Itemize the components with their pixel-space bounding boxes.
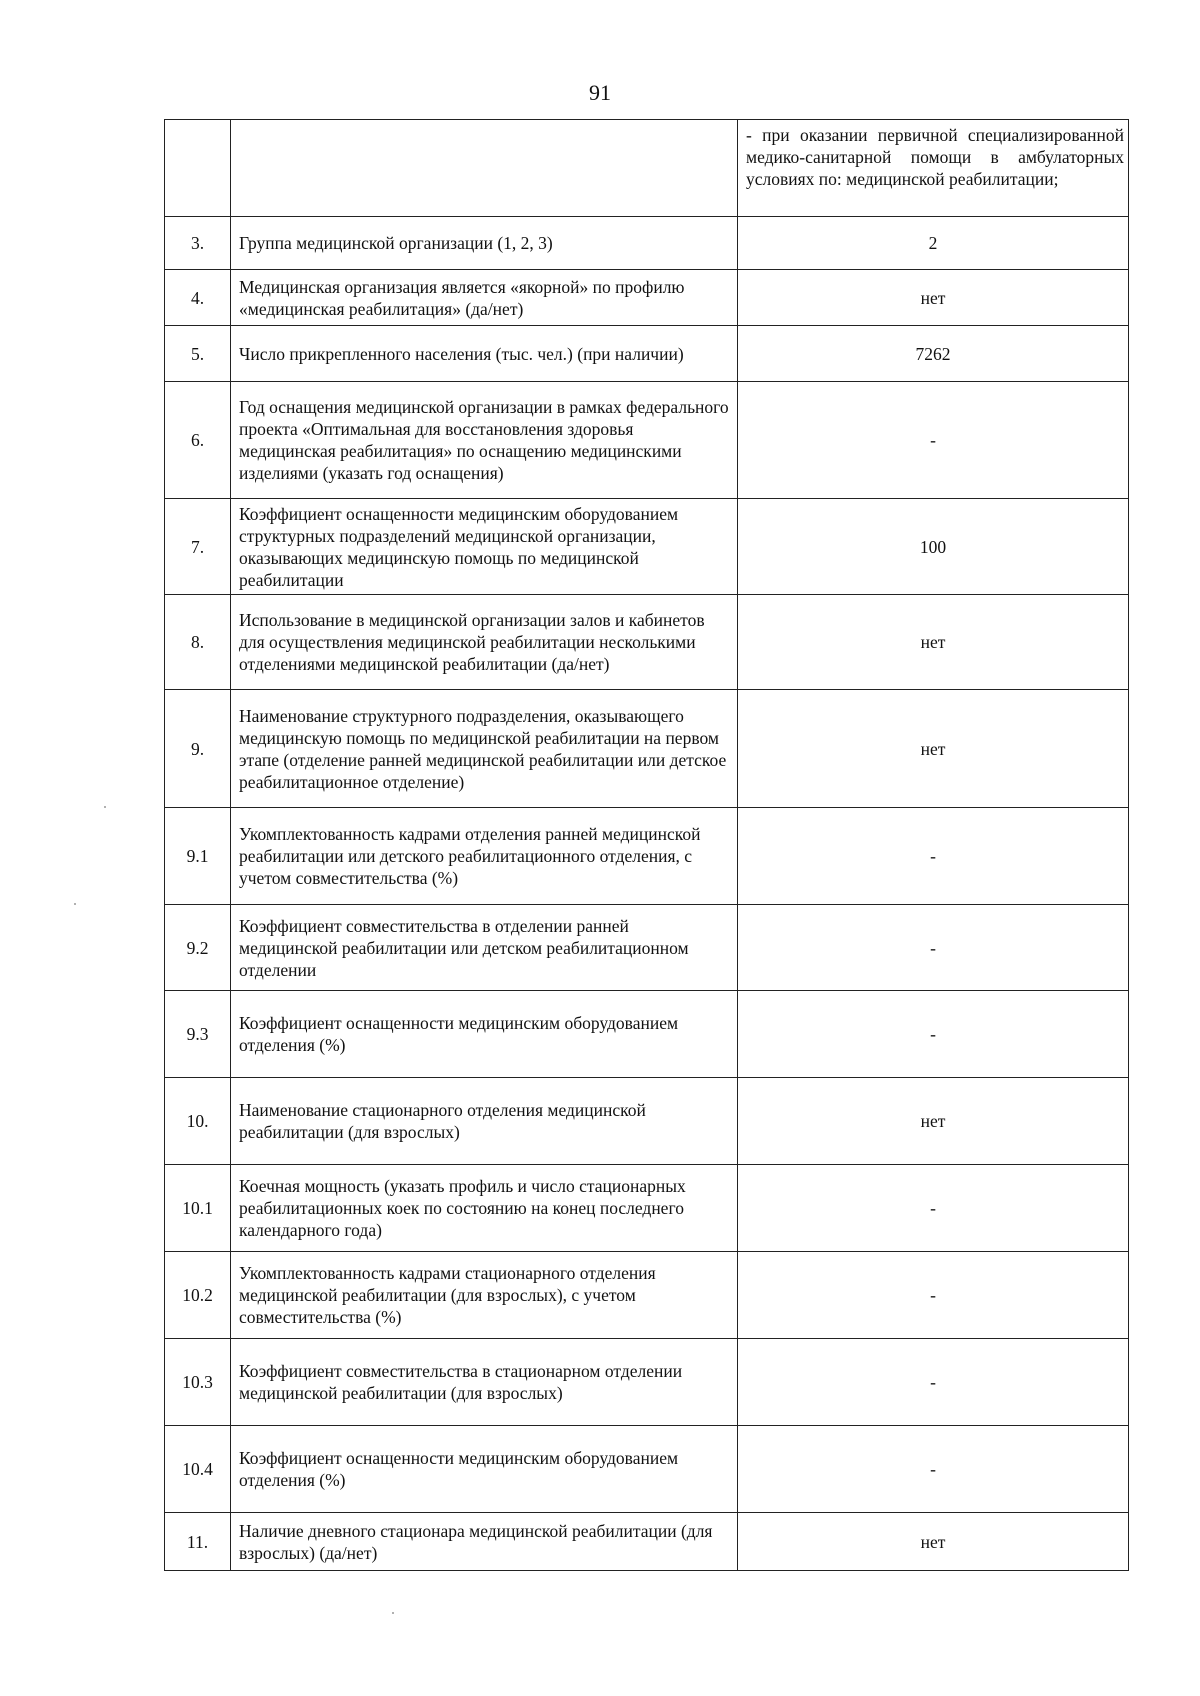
row-number-cell: 3. — [165, 217, 231, 270]
table-row — [165, 991, 1129, 1078]
row-number-cell — [165, 120, 231, 217]
scan-speck — [392, 1612, 394, 1614]
row-number-cell: 8. — [165, 595, 231, 690]
row-value-cell: 100 — [738, 499, 1129, 595]
row-number-cell: 11. — [165, 1513, 231, 1571]
table-row-continued — [165, 120, 1129, 217]
row-description-cell: Укомплектованность кадрами стационарного отделения медицинской реабилитации (для взрослых), с учетом совместительства (%) — [231, 1252, 738, 1339]
table-row — [165, 1513, 1129, 1571]
row-description-cell: Использование в медицинской организации залов и кабинетов для осуществления медицинской реабилитации несколькими отделениями медицинской реабилитации (да/нет) — [231, 595, 738, 690]
row-value-cell: - — [738, 1252, 1129, 1339]
scan-speck — [74, 903, 76, 905]
table-row — [165, 1339, 1129, 1426]
table-row — [165, 270, 1129, 326]
row-number-cell: 10.2 — [165, 1252, 231, 1339]
scan-speck — [104, 806, 106, 808]
table-row — [165, 1165, 1129, 1252]
row-description-cell: Медицинская организация является «якорной» по профилю «медицинская реабилитация» (да/нет) — [231, 270, 738, 326]
row-value-cell: - — [738, 905, 1129, 991]
row-value-cell: - — [738, 1339, 1129, 1426]
row-description-cell: Коечная мощность (указать профиль и число стационарных реабилитационных коек по состоянию на конец последнего календарного года) — [231, 1165, 738, 1252]
row-value-cell: 7262 — [738, 326, 1129, 382]
table-row — [165, 326, 1129, 382]
row-number-cell: 5. — [165, 326, 231, 382]
row-value-cell: - — [738, 382, 1129, 499]
table-row — [165, 595, 1129, 690]
row-number-cell: 9.1 — [165, 808, 231, 905]
table-row — [165, 1078, 1129, 1165]
row-description-cell: Наименование стационарного отделения медицинской реабилитации (для взрослых) — [231, 1078, 738, 1165]
table-row — [165, 905, 1129, 991]
row-description-cell: Коэффициент оснащенности медицинским оборудованием отделения (%) — [231, 991, 738, 1078]
table-row — [165, 217, 1129, 270]
row-value-cell: - — [738, 808, 1129, 905]
row-number-cell: 6. — [165, 382, 231, 499]
table-row — [165, 1252, 1129, 1339]
rehabilitation-data-table — [164, 119, 1129, 1571]
row-number-cell: 9.3 — [165, 991, 231, 1078]
row-description-cell: Укомплектованность кадрами отделения ранней медицинской реабилитации или детского реабилитационного отделения, с учетом совместительства (%) — [231, 808, 738, 905]
row-description-cell: Коэффициент оснащенности медицинским оборудованием структурных подразделений медицинской организации, оказывающих медицинскую помощь по медицинской реабилитации — [231, 499, 738, 595]
row-value-cell: нет — [738, 690, 1129, 808]
row-number-cell: 9. — [165, 690, 231, 808]
row-value-cell: - — [738, 1165, 1129, 1252]
row-description-cell: Коэффициент совместительства в стационарном отделении медицинской реабилитации (для взрослых) — [231, 1339, 738, 1426]
row-number-cell: 10.3 — [165, 1339, 231, 1426]
table-row — [165, 690, 1129, 808]
row-number-cell: 10.1 — [165, 1165, 231, 1252]
row-value-cell: нет — [738, 1513, 1129, 1571]
row-description-cell: Группа медицинской организации (1, 2, 3) — [231, 217, 738, 270]
row-number-cell: 10.4 — [165, 1426, 231, 1513]
row-description-cell: Коэффициент совместительства в отделении ранней медицинской реабилитации или детском реабилитационном отделении — [231, 905, 738, 991]
table-row — [165, 499, 1129, 595]
row-description-cell — [231, 120, 738, 217]
row-description-cell: Число прикрепленного населения (тыс. чел.) (при наличии) — [231, 326, 738, 382]
table-row — [165, 1426, 1129, 1513]
row-description-cell: Год оснащения медицинской организации в рамках федерального проекта «Оптимальная для восстановления здоровья медицинская реабилитация» по оснащению медицинскими изделиями (указать год оснащения) — [231, 382, 738, 499]
row-value-cell: - — [738, 1426, 1129, 1513]
row-number-cell: 9.2 — [165, 905, 231, 991]
row-number-cell: 4. — [165, 270, 231, 326]
table-row — [165, 382, 1129, 499]
row-value-cell: - — [738, 991, 1129, 1078]
row-description-cell: Наличие дневного стационара медицинской реабилитации (для взрослых) (да/нет) — [231, 1513, 738, 1571]
row-value-cell: - при оказании первичной специализированной медико-санитарной помощи в амбулаторных условиях по: медицинской реабилитации; — [738, 120, 1129, 217]
row-number-cell: 10. — [165, 1078, 231, 1165]
row-number-cell: 7. — [165, 499, 231, 595]
row-value-cell: нет — [738, 270, 1129, 326]
row-value-cell: нет — [738, 595, 1129, 690]
row-value-cell: 2 — [738, 217, 1129, 270]
table-row — [165, 808, 1129, 905]
row-value-cell: нет — [738, 1078, 1129, 1165]
row-description-cell: Наименование структурного подразделения, оказывающего медицинскую помощь по медицинской реабилитации на первом этапе (отделение ранней медицинской реабилитации или детское реабилитационное отделение) — [231, 690, 738, 808]
page-number: 91 — [589, 80, 611, 105]
row-description-cell: Коэффициент оснащенности медицинским оборудованием отделения (%) — [231, 1426, 738, 1513]
